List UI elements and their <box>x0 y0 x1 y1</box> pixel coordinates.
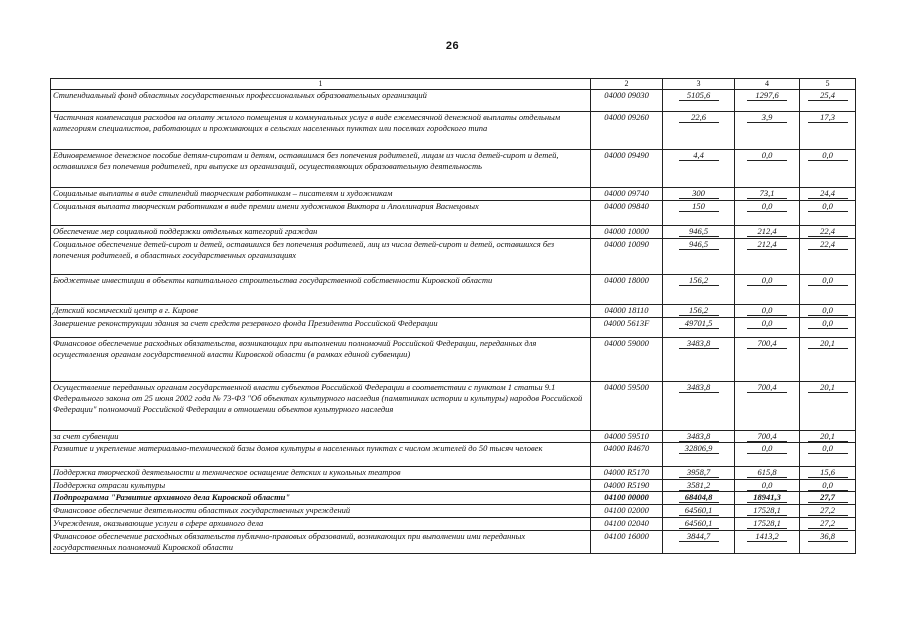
row-v3-cell <box>663 112 735 150</box>
row-v3-value: 300 <box>679 188 719 199</box>
table-row <box>51 305 856 318</box>
table-row <box>51 467 856 480</box>
row-code-cell: 04000 R5190 <box>591 480 663 492</box>
row-v5-value: 20,1 <box>808 431 848 442</box>
row-code-cell: 04000 09260 <box>591 112 663 150</box>
row-v3-cell <box>663 275 735 305</box>
row-v3-cell <box>663 505 735 518</box>
row-code-cell: 04000 59000 <box>591 338 663 382</box>
row-v4-value: 0,0 <box>747 480 787 491</box>
header-col-5: 5 <box>800 79 856 90</box>
row-code-cell: 04000 09030 <box>591 90 663 112</box>
row-v3-cell <box>663 531 735 554</box>
row-v3-cell <box>663 382 735 431</box>
row-name-cell: за счет субвенции <box>51 431 591 443</box>
header-col-2: 2 <box>591 79 663 90</box>
row-v4-cell <box>735 201 800 226</box>
table-row <box>51 480 856 492</box>
row-v4-value: 700,4 <box>747 431 787 442</box>
row-v5-value: 0,0 <box>808 201 848 212</box>
row-v3-value: 156,2 <box>679 275 719 286</box>
row-v4-cell <box>735 188 800 201</box>
row-v3-cell <box>663 467 735 480</box>
row-v5-value: 0,0 <box>808 480 848 491</box>
row-v5-value: 0,0 <box>808 305 848 316</box>
row-v4-cell <box>735 90 800 112</box>
table-row <box>51 150 856 188</box>
table-row <box>51 112 856 150</box>
row-name-cell: Учреждения, оказывающие услуги в сфере архивного дела <box>51 518 591 531</box>
row-v3-cell <box>663 318 735 338</box>
row-code-cell: 04000 R4670 <box>591 443 663 467</box>
row-v4-value: 212,4 <box>747 226 787 237</box>
row-v4-cell <box>735 431 800 443</box>
row-v4-value: 0,0 <box>747 318 787 329</box>
header-col-1: 1 <box>51 79 591 90</box>
row-v3-value: 150 <box>679 201 719 212</box>
row-v3-value: 64560,1 <box>679 518 719 529</box>
row-code-cell: 04100 02040 <box>591 518 663 531</box>
row-v4-value: 73,1 <box>747 188 787 199</box>
row-v3-cell <box>663 90 735 112</box>
row-v4-cell <box>735 492 800 505</box>
row-v5-value: 20,1 <box>808 382 848 393</box>
row-v3-value: 68404,8 <box>679 492 719 503</box>
row-v3-cell <box>663 188 735 201</box>
row-v5-value: 24,4 <box>808 188 848 199</box>
row-name-cell: Осуществление переданных органам государственной власти субъектов Российской Федерации в соответствии с пунктом 1 статьи 9.1 Федерального закона от 25 июня 2002 года № 73-ФЗ "Об объектах культурного наследия (памятниках истории и культуры) народов Российской Федерации" полномочий Российской Федерации в отношении объектов культурного наследия <box>51 382 591 431</box>
row-v4-value: 17528,1 <box>747 518 787 529</box>
row-v5-value: 20,1 <box>808 338 848 349</box>
row-v3-cell <box>663 492 735 505</box>
row-v5-cell <box>800 112 856 150</box>
row-v5-cell <box>800 305 856 318</box>
row-name-cell: Финансовое обеспечение деятельности областных государственных учреждений <box>51 505 591 518</box>
row-code-cell: 04000 R5170 <box>591 467 663 480</box>
row-v5-cell <box>800 188 856 201</box>
row-v3-value: 946,5 <box>679 226 719 237</box>
row-v5-cell <box>800 226 856 239</box>
row-v4-value: 700,4 <box>747 338 787 349</box>
row-name-cell: Единовременное денежное пособие детям-сиротам и детям, оставшимся без попечения родителей, лицам из числа детей-сирот и детей, оставшихся без попечения родителей, при выпуске из организаций, осуществляющих образовательную деятельность <box>51 150 591 188</box>
row-v4-cell <box>735 318 800 338</box>
row-v5-cell <box>800 382 856 431</box>
row-v3-value: 22,6 <box>679 112 719 123</box>
row-name-cell: Завершение реконструкции здания за счет средств резервного фонда Президента Российской Федерации <box>51 318 591 338</box>
row-name-cell: Бюджетные инвестиции в объекты капитального строительства государственной собственности Кировской области <box>51 275 591 305</box>
row-v4-value: 1413,2 <box>747 531 787 542</box>
row-name-cell: Стипендиальный фонд областных государственных профессиональных образовательных организаций <box>51 90 591 112</box>
row-name-cell: Частичная компенсация расходов на оплату жилого помещения и коммунальных услуг в виде ежемесячной денежной выплаты отдельным категориям специалистов, работающих и проживающих в сельских населенных пунктах или поселках городского типа <box>51 112 591 150</box>
row-v5-cell <box>800 505 856 518</box>
row-v4-cell <box>735 443 800 467</box>
table-row <box>51 431 856 443</box>
table-row <box>51 531 856 554</box>
row-v4-value: 0,0 <box>747 150 787 161</box>
row-code-cell: 04000 59510 <box>591 431 663 443</box>
row-v3-value: 156,2 <box>679 305 719 316</box>
row-name-cell: Финансовое обеспечение расходных обязательств, возникающих при выполнении полномочий Российской Федерации, переданных для осуществления органам государственной власти Кировской области (в рамках единой субвенции) <box>51 338 591 382</box>
row-name-cell: Финансовое обеспечение расходных обязательств публично-правовых образований, возникающих при выполнении ими переданных государственных полномочий Кировской области <box>51 531 591 554</box>
row-v5-value: 25,4 <box>808 90 848 101</box>
table-body <box>51 90 856 554</box>
row-v5-cell <box>800 90 856 112</box>
row-name-cell: Развитие и укрепление материально-технической базы домов культуры в населенных пунктах с числом жителей до 50 тысяч человек <box>51 443 591 467</box>
row-v3-value: 4,4 <box>679 150 719 161</box>
row-code-cell: 04000 09840 <box>591 201 663 226</box>
row-v3-value: 3483,8 <box>679 431 719 442</box>
table-row <box>51 382 856 431</box>
row-v5-cell <box>800 275 856 305</box>
row-name-cell: Поддержка отрасли культуры <box>51 480 591 492</box>
table-row <box>51 443 856 467</box>
row-name-cell: Детский космический центр в г. Кирове <box>51 305 591 318</box>
table-row <box>51 338 856 382</box>
row-v5-cell <box>800 492 856 505</box>
row-v4-value: 700,4 <box>747 382 787 393</box>
row-v4-value: 0,0 <box>747 275 787 286</box>
row-name-cell: Социальная выплата творческим работникам в виде премии имени художников Виктора и Аполлинария Васнецовых <box>51 201 591 226</box>
row-v4-value: 0,0 <box>747 201 787 212</box>
row-v4-value: 18941,3 <box>747 492 787 503</box>
row-v4-cell <box>735 505 800 518</box>
table-row <box>51 518 856 531</box>
row-v3-cell <box>663 239 735 275</box>
row-v4-value: 212,4 <box>747 239 787 250</box>
row-v4-value: 3,9 <box>747 112 787 123</box>
row-v4-cell <box>735 112 800 150</box>
row-v5-value: 0,0 <box>808 275 848 286</box>
row-v5-cell <box>800 531 856 554</box>
row-v3-cell <box>663 443 735 467</box>
row-v3-cell <box>663 305 735 318</box>
row-v3-cell <box>663 150 735 188</box>
row-v4-cell <box>735 518 800 531</box>
table-row <box>51 275 856 305</box>
row-code-cell: 04000 5613F <box>591 318 663 338</box>
header-col-3: 3 <box>663 79 735 90</box>
row-code-cell: 04000 18110 <box>591 305 663 318</box>
row-v4-cell <box>735 305 800 318</box>
page-number: 26 <box>445 40 460 52</box>
row-v4-value: 17528,1 <box>747 505 787 516</box>
row-v5-cell <box>800 239 856 275</box>
row-v3-value: 5105,6 <box>679 90 719 101</box>
row-v3-value: 3581,2 <box>679 480 719 491</box>
row-name-cell: Социальное обеспечение детей-сирот и детей, оставшихся без попечения родителей, лиц из числа детей-сирот и детей, оставшихся без попечения родителей, в областных государственных организациях <box>51 239 591 275</box>
row-code-cell: 04000 09740 <box>591 188 663 201</box>
row-v3-value: 3958,7 <box>679 467 719 478</box>
row-v3-cell <box>663 338 735 382</box>
row-v4-cell <box>735 338 800 382</box>
row-v5-cell <box>800 480 856 492</box>
row-v4-cell <box>735 226 800 239</box>
row-code-cell: 04000 09490 <box>591 150 663 188</box>
row-v5-value: 36,8 <box>808 531 848 542</box>
row-code-cell: 04000 10090 <box>591 239 663 275</box>
row-v3-value: 3844,7 <box>679 531 719 542</box>
row-v3-value: 64560,1 <box>679 505 719 516</box>
row-v3-value: 946,5 <box>679 239 719 250</box>
row-v4-value: 0,0 <box>747 305 787 316</box>
row-v5-value: 17,3 <box>808 112 848 123</box>
row-v3-value: 49701,5 <box>679 318 719 329</box>
row-v5-value: 27,7 <box>808 492 848 503</box>
row-code-cell: 04100 16000 <box>591 531 663 554</box>
row-code-cell: 04000 10000 <box>591 226 663 239</box>
row-v4-cell <box>735 467 800 480</box>
row-v5-cell <box>800 431 856 443</box>
row-v5-cell <box>800 338 856 382</box>
row-name-cell: Обеспечение мер социальной поддержки отдельных категорий граждан <box>51 226 591 239</box>
row-v5-cell <box>800 150 856 188</box>
row-v5-cell <box>800 467 856 480</box>
table-header-row <box>51 79 856 90</box>
table-row <box>51 188 856 201</box>
table-row <box>51 239 856 275</box>
row-v4-cell <box>735 531 800 554</box>
row-v4-cell <box>735 275 800 305</box>
row-name-cell: Подпрограмма "Развитие архивного дела Кировской области" <box>51 492 591 505</box>
row-code-cell: 04100 02000 <box>591 505 663 518</box>
row-code-cell: 04000 59500 <box>591 382 663 431</box>
row-v5-value: 0,0 <box>808 318 848 329</box>
row-v3-cell <box>663 226 735 239</box>
row-v5-cell <box>800 518 856 531</box>
row-v5-value: 0,0 <box>808 443 848 454</box>
row-v4-value: 1297,6 <box>747 90 787 101</box>
row-v5-value: 22,4 <box>808 239 848 250</box>
row-v3-cell <box>663 480 735 492</box>
row-v4-cell <box>735 382 800 431</box>
table-row <box>51 505 856 518</box>
row-v4-cell <box>735 239 800 275</box>
table-row <box>51 90 856 112</box>
row-v3-value: 3483,8 <box>679 338 719 349</box>
table-row <box>51 226 856 239</box>
row-code-cell: 04100 00000 <box>591 492 663 505</box>
row-v5-value: 22,4 <box>808 226 848 237</box>
row-v5-cell <box>800 443 856 467</box>
row-v3-cell <box>663 201 735 226</box>
row-v4-value: 615,8 <box>747 467 787 478</box>
row-v3-cell <box>663 518 735 531</box>
row-v4-cell <box>735 480 800 492</box>
row-v3-cell <box>663 431 735 443</box>
row-name-cell: Поддержка творческой деятельности и техническое оснащение детских и кукольных театров <box>51 467 591 480</box>
row-v3-value: 32806,9 <box>679 443 719 454</box>
row-v4-cell <box>735 150 800 188</box>
table-row <box>51 318 856 338</box>
row-v5-value: 0,0 <box>808 150 848 161</box>
row-code-cell: 04000 18000 <box>591 275 663 305</box>
row-v5-value: 27,2 <box>808 518 848 529</box>
table-row <box>51 201 856 226</box>
row-v5-value: 15,6 <box>808 467 848 478</box>
row-v5-value: 27,2 <box>808 505 848 516</box>
row-v3-value: 3483,8 <box>679 382 719 393</box>
row-v4-value: 0,0 <box>747 443 787 454</box>
row-v5-cell <box>800 318 856 338</box>
budget-table <box>50 78 856 554</box>
row-name-cell: Социальные выплаты в виде стипендий творческим работникам – писателям и художникам <box>51 188 591 201</box>
table-row <box>51 492 856 505</box>
header-col-4: 4 <box>735 79 800 90</box>
row-v5-cell <box>800 201 856 226</box>
